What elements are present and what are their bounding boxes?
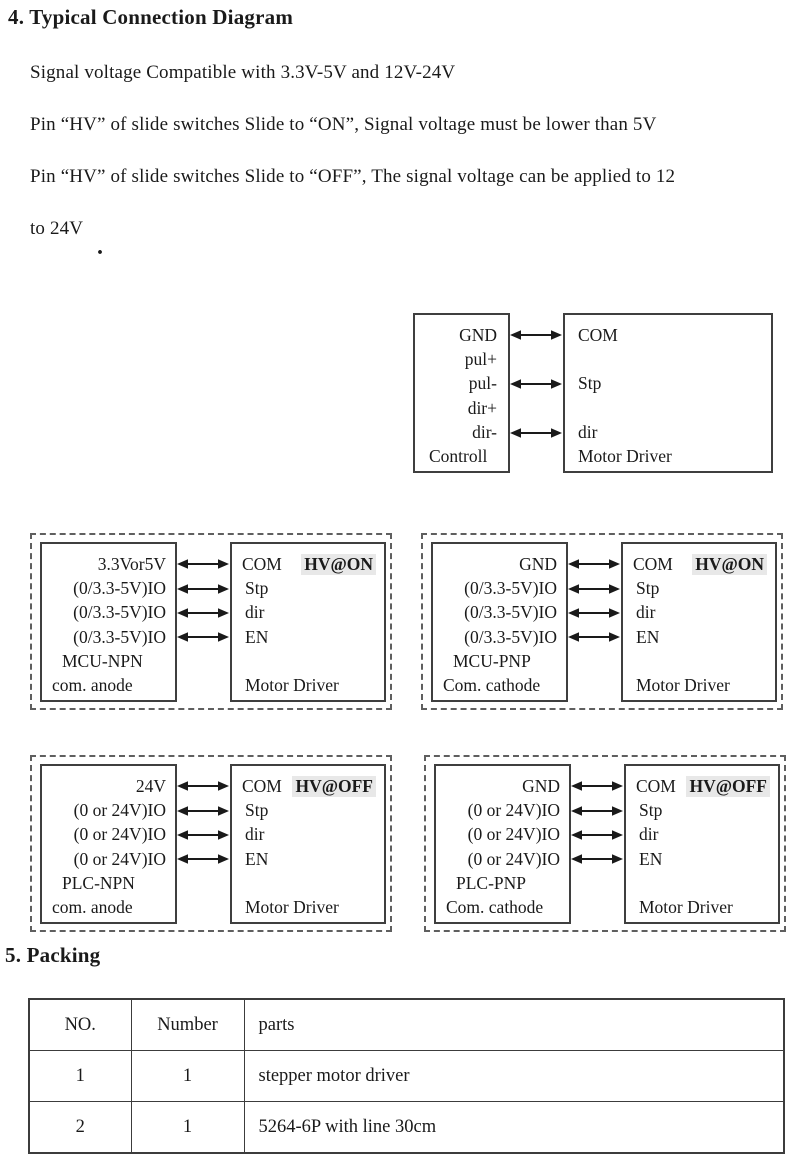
pin-label: COM [242,775,282,796]
pin-label: Stp [639,799,663,820]
double-arrow-icon [567,558,621,570]
paragraph-to-24v: to 24V [30,218,84,239]
pin-label: 24V [135,775,166,796]
pin-label: GND [519,553,557,574]
pin-label: (0 or 24V)IO [467,848,560,869]
pin-label: (0 or 24V)IO [467,799,560,820]
diagram-mcu-pnp [421,533,783,710]
pin-label: (0/3.3-5V)IO [464,626,557,647]
packing-table [28,998,785,1154]
double-arrow-icon [176,558,230,570]
pin-label: Stp [578,373,602,394]
double-arrow-icon [509,427,563,439]
common-label: Com. cathode [446,897,544,918]
pin-label: COM [633,553,673,574]
device-label: PLC-NPN [62,872,135,893]
empty-row [565,396,771,420]
double-arrow-icon [176,607,230,619]
cell-number: 1 [131,1051,244,1102]
device-label: MCU-NPN [62,650,143,671]
controller-motor-driver-diagram [413,313,773,473]
device-label: MCU-PNP [453,650,531,671]
motor-driver-label: Motor Driver [245,897,339,918]
diagram-plc-pnp [424,755,786,932]
double-arrow-icon [509,378,563,390]
pin-label: (0 or 24V)IO [73,799,166,820]
section-4-heading: 4. Typical Connection Diagram [8,5,294,29]
pin-label: Stp [636,577,660,598]
double-arrow-icon [567,583,621,595]
plc-pnp-box [434,764,571,924]
pin-label: EN [245,626,269,647]
pin-label: (0 or 24V)IO [467,824,560,845]
pin-label: (0/3.3-5V)IO [464,577,557,598]
table-row [29,1051,784,1102]
motor-driver-label: Motor Driver [245,675,339,696]
double-arrow-icon [567,631,621,643]
pin-label: COM [242,553,282,574]
double-arrow-icon [176,829,230,841]
pin-label: COM [636,775,676,796]
double-arrow-icon [176,583,230,595]
pin-label: (0 or 24V)IO [73,824,166,845]
com-hv-row [232,774,384,798]
diagram-plc-npn [30,755,392,932]
pin-label: COM [578,324,618,345]
hv-mode-badge: HV@ON [692,554,767,575]
double-arrow-icon [176,631,230,643]
com-hv-row [623,552,775,576]
cell-no: 2 [29,1102,131,1154]
section-5-heading: 5. Packing [5,943,101,967]
table-header-row [29,999,784,1051]
pin-label: dir [245,602,265,623]
cell-parts: 5264-6P with line 30cm [244,1102,784,1154]
diagram-mcu-npn [30,533,392,710]
double-arrow-icon [176,853,230,865]
cell-number: 1 [131,1102,244,1154]
cell-no: 1 [29,1051,131,1102]
double-arrow-icon [570,829,624,841]
controller-box-label: Controll [429,446,488,467]
pin-label: 3.3Vor5V [97,553,166,574]
pin-label: (0/3.3-5V)IO [73,577,166,598]
cell-parts: stepper motor driver [244,1051,784,1102]
motor-driver-box [230,542,386,702]
com-hv-row [232,552,384,576]
double-arrow-icon [176,805,230,817]
col-header-number: Number [131,999,244,1051]
empty-row [623,649,775,673]
double-arrow-icon [567,607,621,619]
hv-mode-badge: HV@OFF [686,776,770,797]
pin-label: EN [636,626,660,647]
motor-driver-box [230,764,386,924]
hv-mode-badge: HV@OFF [292,776,376,797]
pin-label: EN [245,848,269,869]
pin-label: (0/3.3-5V)IO [73,626,166,647]
pin-label: dir+ [467,397,497,418]
empty-row [232,649,384,673]
pin-label: dir [245,824,265,845]
empty-row [626,871,778,895]
motor-driver-box [624,764,780,924]
double-arrow-icon [509,329,563,341]
empty-row [232,871,384,895]
com-hv-row [626,774,778,798]
motor-driver-box [563,313,773,473]
pin-label: dir- [472,421,497,442]
motor-driver-box [621,542,777,702]
col-header-no: NO. [29,999,131,1051]
mcu-npn-box [40,542,177,702]
plc-npn-box [40,764,177,924]
pin-label: dir [636,602,656,623]
controller-box [413,313,510,473]
double-arrow-icon [570,780,624,792]
empty-row [565,347,771,371]
pin-label: pul+ [464,348,497,369]
motor-driver-label: Motor Driver [639,897,733,918]
table-row [29,1102,784,1154]
motor-driver-label: Motor Driver [578,446,672,467]
pin-label: pul- [468,373,497,394]
paragraph-signal-voltage: Signal voltage Compatible with 3.3V-5V and 12V-24V [30,62,456,83]
col-header-parts: parts [244,999,784,1051]
pin-label: (0/3.3-5V)IO [464,602,557,623]
double-arrow-icon [176,780,230,792]
hv-mode-badge: HV@ON [301,554,376,575]
pin-label: (0/3.3-5V)IO [73,602,166,623]
stray-period-dot: . [97,234,103,260]
pin-label: (0 or 24V)IO [73,848,166,869]
pin-label: dir [578,421,598,442]
double-arrow-icon [570,853,624,865]
pin-label: GND [459,324,497,345]
pin-label: dir [639,824,659,845]
common-label: com. anode [52,675,133,696]
paragraph-hv-off: Pin “HV” of slide switches Slide to “OFF”, The signal voltage can be applied to 12 [30,166,676,187]
device-label: PLC-PNP [456,872,527,893]
pin-label: Stp [245,577,269,598]
pin-label: Stp [245,799,269,820]
mcu-pnp-box [431,542,568,702]
common-label: com. anode [52,897,133,918]
double-arrow-icon [570,805,624,817]
pin-label: EN [639,848,663,869]
motor-driver-label: Motor Driver [636,675,730,696]
pin-label: GND [522,775,560,796]
paragraph-hv-on: Pin “HV” of slide switches Slide to “ON”, Signal voltage must be lower than 5V [30,114,657,135]
common-label: Com. cathode [443,675,541,696]
